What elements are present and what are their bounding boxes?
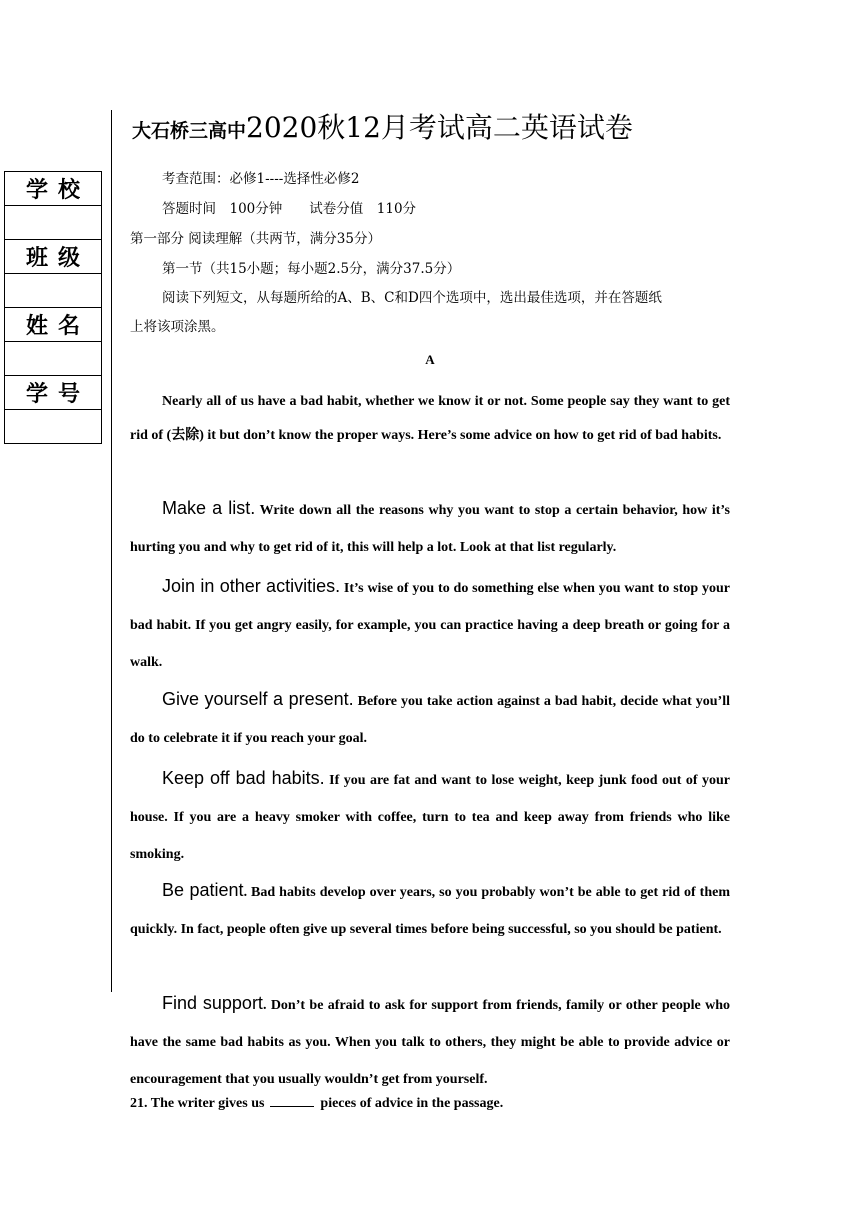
tip-2: [130, 568, 730, 681]
passage-intro: [130, 385, 730, 453]
section1-title: 第一节（共15小题；每小题2.5分，满分37.5分）: [162, 261, 461, 277]
class-field[interactable]: [5, 274, 101, 308]
school-field[interactable]: [5, 206, 101, 240]
name-field[interactable]: [5, 342, 101, 376]
tip-body: . Don’t be afraid to ask for support from friends, family or other people who have the same bad habits as you. When you talk to others, they might be able to provide advice or encouragement that you usually wouldn’t get from yourself.: [130, 998, 730, 1087]
tip-body: . Bad habits develop over years, so you probably won’t be able to get rid of them quickly. In fact, people often give up several times before being successful, so you should be patient.: [130, 885, 731, 937]
tip-heading: Keep off bad habits.: [162, 768, 325, 788]
name-label: 姓名: [5, 308, 101, 342]
tip-1: [130, 490, 730, 566]
part1-title: 第一部分 阅读理解（共两节，满分35分）: [130, 231, 381, 247]
student-id-label: 学号: [5, 376, 101, 410]
passage-label: A: [425, 352, 435, 367]
tip-heading: Be patient: [162, 880, 244, 900]
exam-scope: 考查范围：必修1----选择性必修2: [162, 171, 360, 187]
tip-5: [130, 872, 730, 948]
answer-blank[interactable]: [270, 1106, 314, 1107]
tip-body: It’s wise of you to do something else when you want to stop your bad habit. If you get angry easily, for example, you can practice having a deep breath or going for a walk.: [130, 581, 730, 670]
tip-3: [130, 681, 730, 757]
question-21: [130, 1096, 503, 1112]
exam-title: [132, 106, 633, 146]
student-id-field[interactable]: [5, 410, 101, 444]
student-info-box: [4, 171, 102, 444]
tip-4: [130, 760, 730, 873]
tip-body: If you are fat and want to lose weight, keep junk food out of your house. If you are a heavy smoker with coffee, turn to tea and keep away from friends who like smoking.: [130, 773, 731, 862]
school-name: 大石桥三高中: [132, 120, 247, 142]
instruction-line-2: 上将该项涂黑。: [130, 319, 225, 335]
title-text: 2020秋12月考试高二英语试卷: [246, 111, 633, 144]
binding-line: [111, 110, 112, 992]
exam-time-score: 答题时间 100分钟 试卷分值 110分: [162, 201, 417, 217]
question-prefix: 21. The writer gives us: [130, 1096, 265, 1111]
tip-heading: Make a list.: [162, 498, 256, 518]
tip-6: [130, 985, 730, 1098]
instruction-line-1: 阅读下列短文，从每题所给的A、B、C和D四个选项中，选出最佳选项，并在答题纸: [162, 290, 662, 306]
school-label: 学校: [5, 172, 101, 206]
question-suffix: pieces of advice in the passage.: [320, 1096, 504, 1111]
class-label: 班级: [5, 240, 101, 274]
tip-body: Write down all the reasons why you want to stop a certain behavior, how it’s hurting you and why to get rid of it, this will help a lot. Look at that list regularly.: [130, 503, 730, 555]
intro-text: Nearly all of us have a bad habit, whether we know it or not. Some people say they want to get rid of (去除) it but don’t know the proper ways. Here’s some advice on how to get rid of bad habits.: [130, 394, 730, 443]
tip-body: Before you take action against a bad habit, decide what you’ll do to celebrate it if you reach your goal.: [130, 694, 730, 746]
tip-heading: Give yourself a present.: [162, 689, 354, 709]
tip-heading: Find support: [162, 993, 263, 1013]
tip-heading: Join in other activities.: [162, 576, 341, 596]
